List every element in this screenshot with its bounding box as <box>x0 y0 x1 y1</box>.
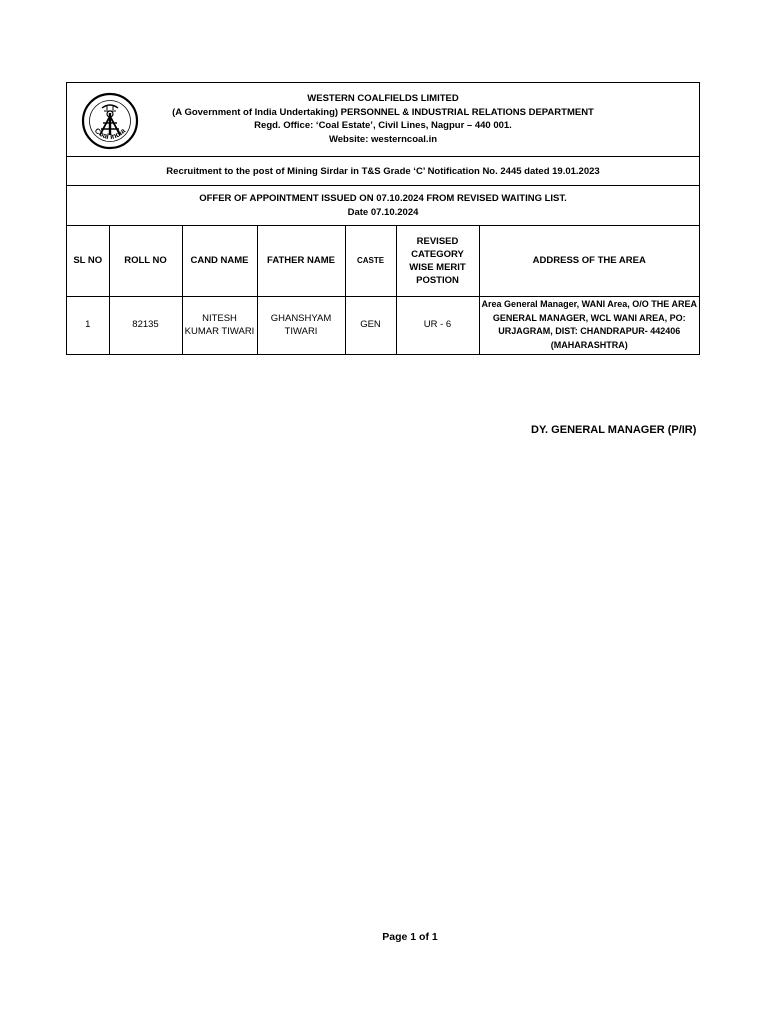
candidate-table <box>67 226 699 354</box>
header-address: ADDRESS OF THE AREA <box>479 226 699 296</box>
org-name: WESTERN COALFIELDS LIMITED <box>307 93 459 104</box>
coal-india-logo-icon <box>80 91 140 151</box>
notification-title: Recruitment to the post of Mining Sirdar in T&S Grade ‘C’ Notification No. 2445 dated 19.01.2023 <box>67 157 699 186</box>
org-website: Website: westerncoal.in <box>328 133 438 145</box>
header-father-name: FATHER NAME <box>257 226 345 296</box>
cell-roll-no: 82135 <box>109 296 182 354</box>
cell-cand-name: NITESH KUMAR TIWARI <box>182 296 257 354</box>
header-roll-no: ROLL NO <box>109 226 182 296</box>
appointment-sheet <box>66 82 700 355</box>
cell-merit-position: UR - 6 <box>396 296 479 354</box>
cell-caste: GEN <box>345 296 396 354</box>
offer-block <box>67 186 699 226</box>
cell-address: Area General Manager, WANI Area, O/O THE AREA GENERAL MANAGER, WCL WANI AREA, PO: URJAGRAM, DIST: CHANDRAPUR- 442406 (MAHARASHTRA) <box>481 299 697 350</box>
header-caste: CASTE <box>345 226 396 296</box>
signatory-designation: DY. GENERAL MANAGER (P/IR) <box>531 424 697 436</box>
header-merit-position: REVISED CATEGORY WISE MERIT POSTION <box>396 226 479 296</box>
table-header-row <box>67 226 699 296</box>
org-office: Regd. Office: ‘Coal Estate’, Civil Lines, Nagpur – 440 001. <box>254 120 512 131</box>
logo-text: Coal India <box>92 126 128 142</box>
offer-line: OFFER OF APPOINTMENT ISSUED ON 07.10.2024 FROM REVISED WAITING LIST. <box>199 193 567 204</box>
header-sl-no: SL NO <box>67 226 109 296</box>
page-number: Page 1 of 1 <box>382 931 438 943</box>
header-cand-name: CAND NAME <box>182 226 257 296</box>
cell-sl-no: 1 <box>67 296 109 354</box>
offer-date: Date 07.10.2024 <box>347 206 419 218</box>
org-subtitle: (A Government of India Undertaking) PERSONNEL & INDUSTRIAL RELATIONS DEPARTMENT <box>172 106 594 118</box>
letterhead <box>67 83 699 157</box>
cell-father-name: GHANSHYAM TIWARI <box>257 296 345 354</box>
table-row <box>67 296 699 354</box>
